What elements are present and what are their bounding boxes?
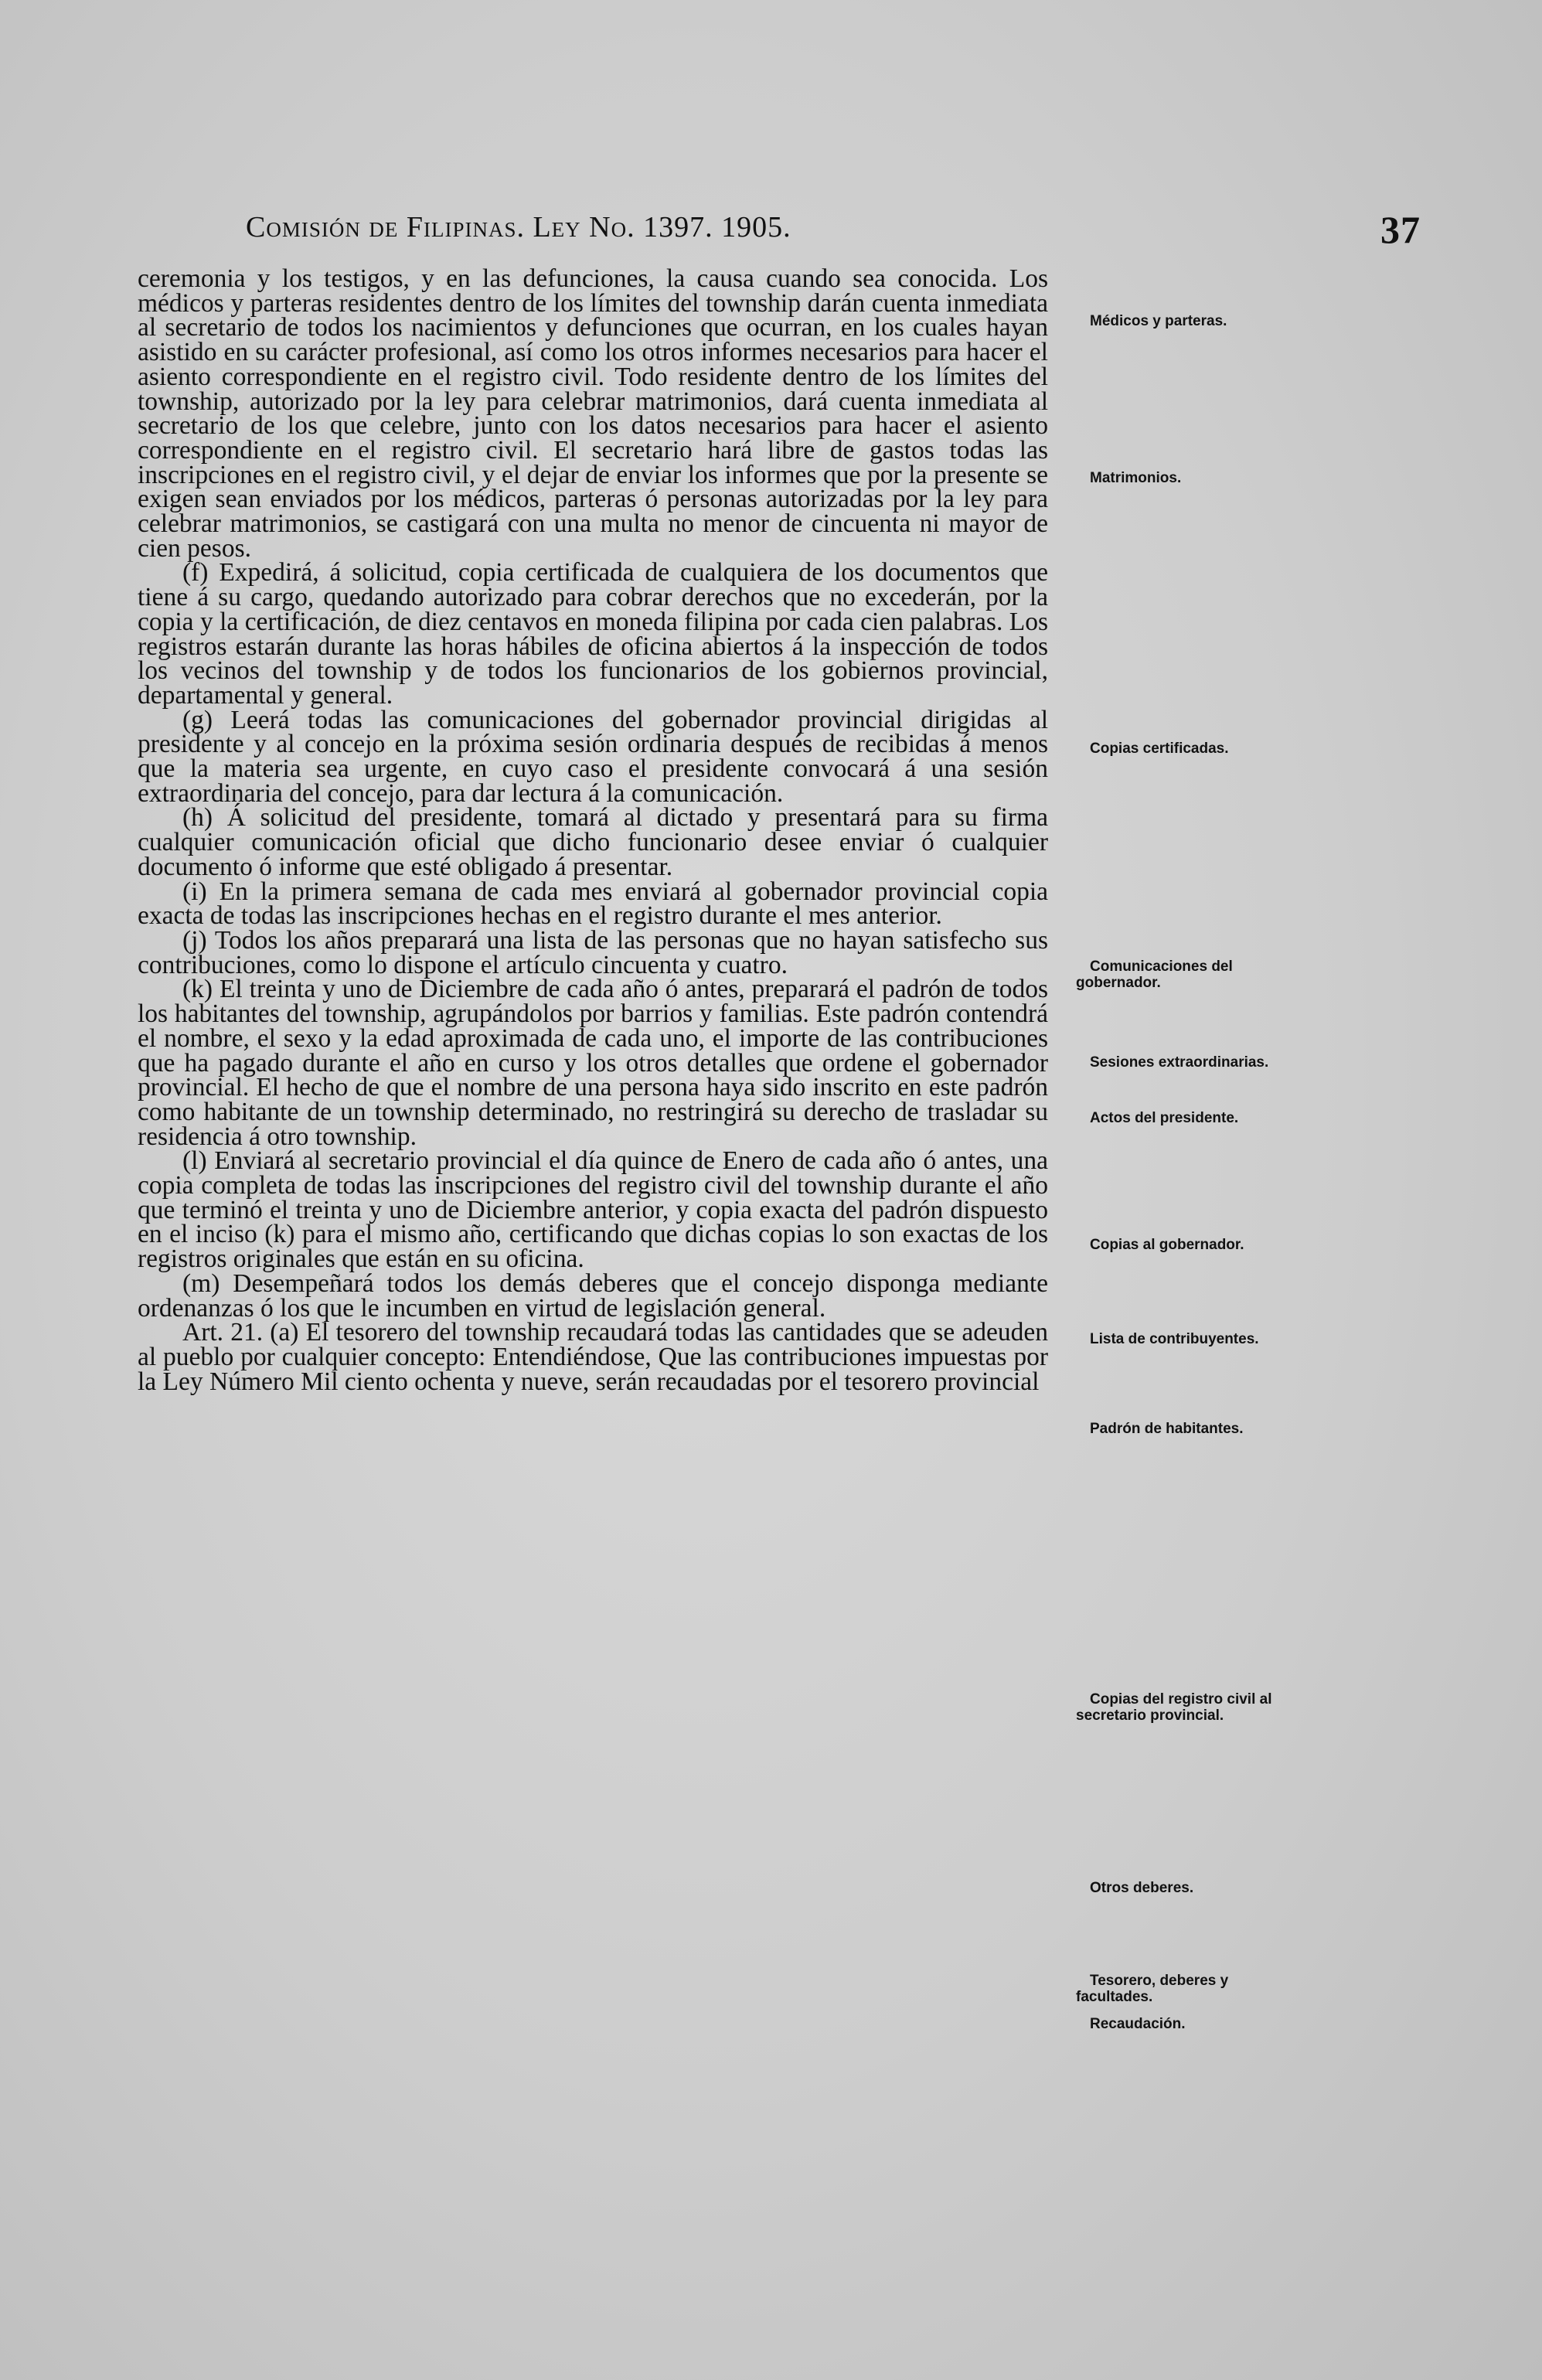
marginal-note: Tesorero, deberes y facultades. (1076, 1973, 1229, 2005)
paragraph: (l) Enviará al secretario provincial el día quince de Enero de cada año ó antes, una copia completa de todas las inscripciones del registro civil del township durante el año que terminó el treinta y uno de Diciembre anterior, y copia exacta del padrón dispuesto en el inciso (k) para el mismo año, certificando que dichas copias lo son exactas de los registros originales que están en su oficina. (138, 1146, 1048, 1274)
marginal-note: Actos del presidente. (1090, 1110, 1239, 1126)
paragraph: (k) El treinta y uno de Diciembre de cada año ó antes, preparará el padrón de todos los habitantes del township, agrupándolos por barrios y familias. Este padrón contendrá el nombre, el sexo y la edad aproximada de cada uno, el importe de las contribuciones que ha pagado durante el año en curso y los otros detalles que ordene el gobernador provincial. El hecho de que el nombre de una persona haya sido inscrito en este padrón como habitante de un township determinado, no restringirá su derecho de trasladar su residencia á otro township. (138, 975, 1048, 1151)
marginal-note: Médicos y parteras. (1090, 313, 1227, 329)
main-text (138, 264, 1048, 1396)
marginal-note: Comunicaciones del gobernador. (1076, 958, 1233, 991)
marginal-note: Sesiones extraordinarias. (1090, 1054, 1269, 1071)
paragraph: (h) Á solicitud del presidente, tomará al dictado y presentará para su firma cualquier comunicación oficial que dicho funcionario desee enviar ó cualquier documento ó informe que esté obligado á presentar. (138, 803, 1048, 881)
marginal-note: Padrón de habitantes. (1090, 1421, 1244, 1437)
marginal-note: Lista de contribuyentes. (1090, 1331, 1259, 1347)
marginal-note: Matrimonios. (1090, 470, 1182, 486)
marginal-note: Copias certificadas. (1090, 741, 1229, 757)
marginal-note: Copias al gobernador. (1090, 1237, 1244, 1253)
paragraph: (f) Expedirá, á solicitud, copia certificada de cualquiera de los documentos que tiene á su cargo, quedando autorizado para cobrar derechos que no excederán, por la copia y la certificación, de diez centavos en moneda filipina por cada cien palabras. Los registros estarán durante las horas hábiles de oficina abiertos á la inspección de todos los vecinos del township y de todos los funcionarios de los gobiernos provincial, departamental y general. (138, 558, 1048, 710)
marginal-note: Otros deberes. (1090, 1880, 1194, 1896)
paragraph: (m) Desempeñará todos los demás deberes que el concejo disponga mediante ordenanzas ó los que le incumben en virtud de legislación general. (138, 1268, 1048, 1323)
paragraph: (i) En la primera semana de cada mes enviará al gobernador provincial copia exacta de todas las inscripciones hechas en el registro durante el mes anterior. (138, 877, 1048, 931)
marginal-note: Recaudación. (1090, 2016, 1186, 2032)
paragraph: Art. 21. (a) El tesorero del township recaudará todas las cantidades que se adeuden al pueblo por cualquier concepto: Entendiéndose, Que las contribuciones impuestas por la Ley Número Mil ciento ochenta y nueve, serán recaudadas por el tesorero provincial (138, 1318, 1048, 1396)
paragraph: (j) Todos los años preparará una lista de las personas que no hayan satisfecho sus contribuciones, como lo dispone el artículo cincuenta y cuatro. (138, 925, 1048, 979)
marginal-note: Copias del registro civil al secretario provincial. (1076, 1691, 1272, 1724)
paragraph: (g) Leerá todas las comunicaciones del gobernador provincial dirigidas al presidente y al concejo en la próxima sesión ordinaria después de recibidas á menos que la materia sea urgente, en cuyo caso el presidente convocará á una sesión extraordinaria del concejo, para dar lectura á la comunicación. (138, 705, 1048, 808)
running-head: Comisión de Filipinas. Ley No. 1397. 1905. (246, 211, 791, 243)
page-header (246, 210, 1421, 257)
page-number: 37 (1380, 208, 1421, 251)
paragraph: ceremonia y los testigos, y en las defunciones, la causa cuando sea conocida. Los médicos y parteras residentes dentro de los límites del township darán cuenta inmediata al secretario de todos los nacimientos y defunciones que ocurran, en los cuales hayan asistido en su carácter profesional, así como los otros informes necesarios para hacer el asiento correspondiente en el registro civil. Todo residente dentro de los límites del township, autorizado por la ley para celebrar matrimonios, dará cuenta inmediata al secretario de los que celebre, junto con los datos necesarios para hacer el asiento correspondiente en el registro civil. El secretario hará libre de gastos todas las inscripciones en el registro civil, y el dejar de enviar los informes que por la presente se exigen sean enviados por los médicos, parteras ó personas autorizadas por la ley para celebrar matrimonios, se castigará con una multa no menor de cincuenta ni mayor de cien pesos. (138, 264, 1048, 563)
